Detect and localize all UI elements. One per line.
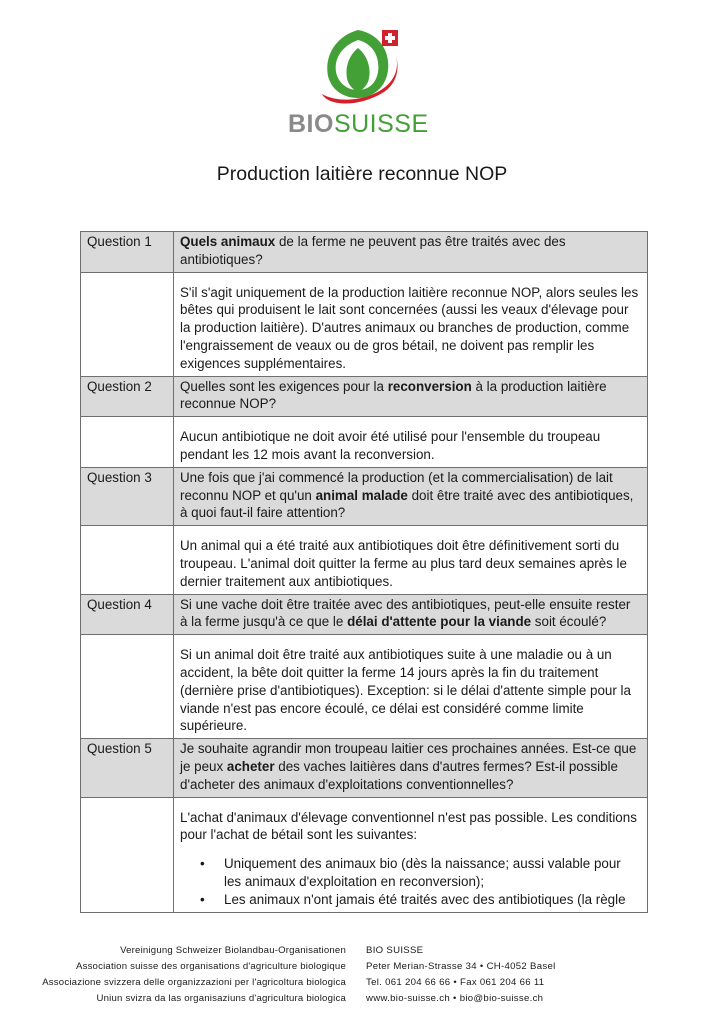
bold-keyword: acheter (226, 758, 275, 774)
text-segment: de la ferme ne peuvent pas être traités avec des antibiotiques? (180, 234, 566, 267)
answer-text (174, 272, 648, 376)
answer-text (174, 797, 648, 912)
empty-cell (81, 417, 174, 468)
bud-logo-icon (288, 26, 428, 110)
footer-org: BIO SUISSE (366, 945, 424, 956)
text-segment: à la production laitière reconnue NOP? (180, 378, 607, 412)
empty-cell (81, 797, 174, 912)
qa-table (80, 231, 648, 913)
empty-cell (81, 272, 174, 376)
footer-address-line: Peter Merian-Strasse 34 • CH-4052 Basel (366, 961, 556, 972)
text-segment: Si une vache doit être traitée avec des antibiotiques, peut-elle ensuite rester à la ferme jusqu'à ce que le (180, 596, 631, 630)
list-item: • Uniquement des animaux bio (dès la naissance; aussi valable pour les animaux d'exploitation en reconversion); (180, 855, 641, 891)
website-link[interactable]: www.bio-suisse.ch (366, 993, 451, 1004)
answer-text (174, 526, 648, 594)
question-number: Question 5 (81, 739, 174, 797)
question-row (81, 376, 648, 417)
answer-text (174, 417, 648, 468)
footer-association-names (42, 943, 346, 1007)
footer-web-line: www.bio-suisse.ch • bio@bio-suisse.ch (366, 993, 544, 1004)
footer-line: Associazione svizzera delle organizzazioni per l'agricoltura biologica (42, 977, 346, 988)
question-text (174, 376, 648, 417)
text-segment: S'il s'agit uniquement de la production laitière reconnue NOP, alors seules les bêtes qui produisent le lait sont concernées (aussi les veaux d'élevage pour la production laitière). D'autres animaux ou branches de production, comme l'engraissement de veaux ou de gros bétail, ne doivent pas remplir les exigences supplémentaires. (180, 284, 639, 371)
text-segment: Je souhaite agrandir mon troupeau laitier ces prochaines années. Est-ce que je peux (180, 741, 637, 774)
answer-row (81, 272, 648, 376)
page-title: Production laitière reconnue NOP (216, 163, 508, 185)
question-number: Question 3 (81, 467, 174, 525)
question-text (174, 739, 648, 797)
question-row (81, 739, 648, 797)
footer-line: Uniun svizra da las organisaziuns d'agricultura biologica (96, 993, 346, 1004)
question-text (174, 594, 648, 635)
text-segment: des vaches laitières dans d'autres fermes? Est-il possible d'acheter des animaux d'exploitations conventionnelles? (180, 758, 618, 792)
text-segment: doit être traité avec des antibiotiques, à quoi faut-il faire attention? (180, 487, 634, 521)
text-segment: soit écoulé? (531, 614, 607, 630)
footer-line: Vereinigung Schweizer Biolandbau-Organisationen (120, 945, 346, 956)
answer-text (174, 635, 648, 739)
question-number: Question 1 (81, 232, 174, 273)
email-link[interactable]: bio@bio-suisse.ch (459, 993, 544, 1004)
text-segment: Quelles sont les exigences pour la (180, 378, 388, 394)
answer-row (81, 797, 648, 912)
question-row (81, 594, 648, 635)
bio-suisse-logo (288, 26, 428, 136)
text-segment: Une fois que j'ai commencé la production (et la commercialisation) de lait reconnu NOP et qu'un (180, 469, 613, 503)
question-number: Question 2 (81, 376, 174, 417)
question-text (174, 232, 648, 273)
answer-row (81, 526, 648, 594)
question-number: Question 4 (81, 594, 174, 635)
bold-keyword: animal malade (315, 487, 408, 503)
text-segment: Aucun antibiotique ne doit avoir été utilisé pour l'ensemble du troupeau pendant les 12 mois avant la reconversion. (180, 429, 601, 462)
text-segment: Si un animal doit être traité aux antibiotiques suite à une maladie ou à un accident, la bête doit quitter la ferme 14 jours après la fin du traitement (dernière prise d'antibiotiques). Exception: si le délai d'attente simple pour la viande n'est pas encore écoulé, ce délai est considéré comme limite supérieure. (180, 647, 631, 734)
bold-keyword: Quels animaux (180, 234, 276, 249)
question-row (81, 467, 648, 525)
bold-keyword: reconversion (387, 378, 472, 394)
question-text (174, 467, 648, 525)
empty-cell (81, 526, 174, 594)
footer-line: Association suisse des organisations d'agriculture biologique (75, 961, 346, 972)
question-row (81, 232, 648, 273)
logo-wordmark: BIOSUISSE (288, 110, 429, 138)
text-segment: L'achat d'animaux d'élevage conventionnel n'est pas possible. Les conditions pour l'achat de bétail sont les suivantes: (180, 809, 637, 843)
footer-phone-line: Tel. 061 204 66 66 • Fax 061 204 66 11 (366, 977, 545, 988)
text-segment: Un animal qui a été traité aux antibiotiques doit être définitivement sorti du troupeau. L'animal doit quitter la ferme au plus tard deux semaines après le dernier traitement aux antibiotiques. (180, 538, 627, 589)
empty-cell (81, 635, 174, 739)
footer-contact (366, 943, 556, 1007)
list-item: • Les animaux n'ont jamais été traités avec des antibiotiques (la règle (180, 891, 641, 909)
bold-keyword: délai d'attente pour la viande (347, 614, 532, 630)
answer-row (81, 417, 648, 468)
conditions-list (180, 855, 641, 908)
answer-row (81, 635, 648, 739)
